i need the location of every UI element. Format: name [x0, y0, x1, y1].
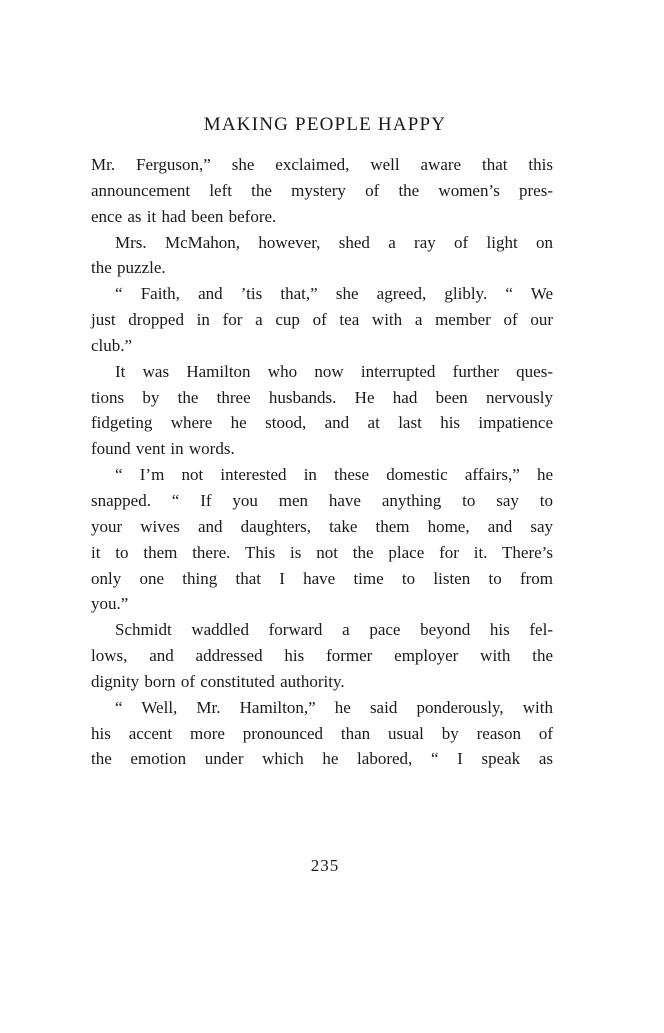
text-line: announcement left the mystery of the women’s pres-: [91, 180, 553, 200]
text-line: found vent in words.: [91, 439, 235, 459]
text-line: ence as it had been before.: [91, 206, 277, 226]
text-line: tions by the three husbands. He had been nervously: [91, 387, 553, 407]
text-line: the puzzle.: [91, 258, 166, 278]
text-line: lows, and addressed his former employer with the: [91, 646, 553, 666]
text-line: just dropped in for a cup of tea with a member of our: [91, 310, 553, 330]
text-line: the emotion under which he labored, “ I speak as: [91, 749, 553, 769]
text-line: Schmidt waddled forward a pace beyond his fel-: [115, 620, 553, 640]
text-line: fidgeting where he stood, and at last his impatience: [91, 413, 553, 433]
text-line: dignity born of constituted authority.: [91, 671, 345, 691]
running-head: MAKING PEOPLE HAPPY: [203, 114, 447, 135]
page-number: 235: [310, 856, 340, 875]
text-line: Mr. Ferguson,” she exclaimed, well aware that this: [91, 155, 553, 174]
text-line: only one thing that I have time to listen to from: [91, 568, 553, 588]
text-line: “ Faith, and ’tis that,” she agreed, glibly. “ We: [115, 284, 553, 304]
text-line: Mrs. McMahon, however, shed a ray of light on: [115, 232, 553, 252]
text-line: “ Well, Mr. Hamilton,” he said ponderously, with: [115, 697, 553, 717]
text-line: “ I’m not interested in these domestic affairs,” he: [115, 465, 553, 485]
text-line: It was Hamilton who now interrupted further ques-: [115, 361, 553, 381]
body-text: [91, 152, 553, 772]
text-line: club.”: [91, 335, 133, 355]
text-line: his accent more pronounced than usual by reason of: [91, 723, 553, 743]
text-line: your wives and daughters, take them home, and say: [91, 516, 553, 536]
text-line: snapped. “ If you men have anything to say to: [91, 490, 553, 510]
text-line: you.”: [91, 594, 129, 614]
text-line: it to them there. This is not the place for it. There’s: [91, 542, 553, 562]
